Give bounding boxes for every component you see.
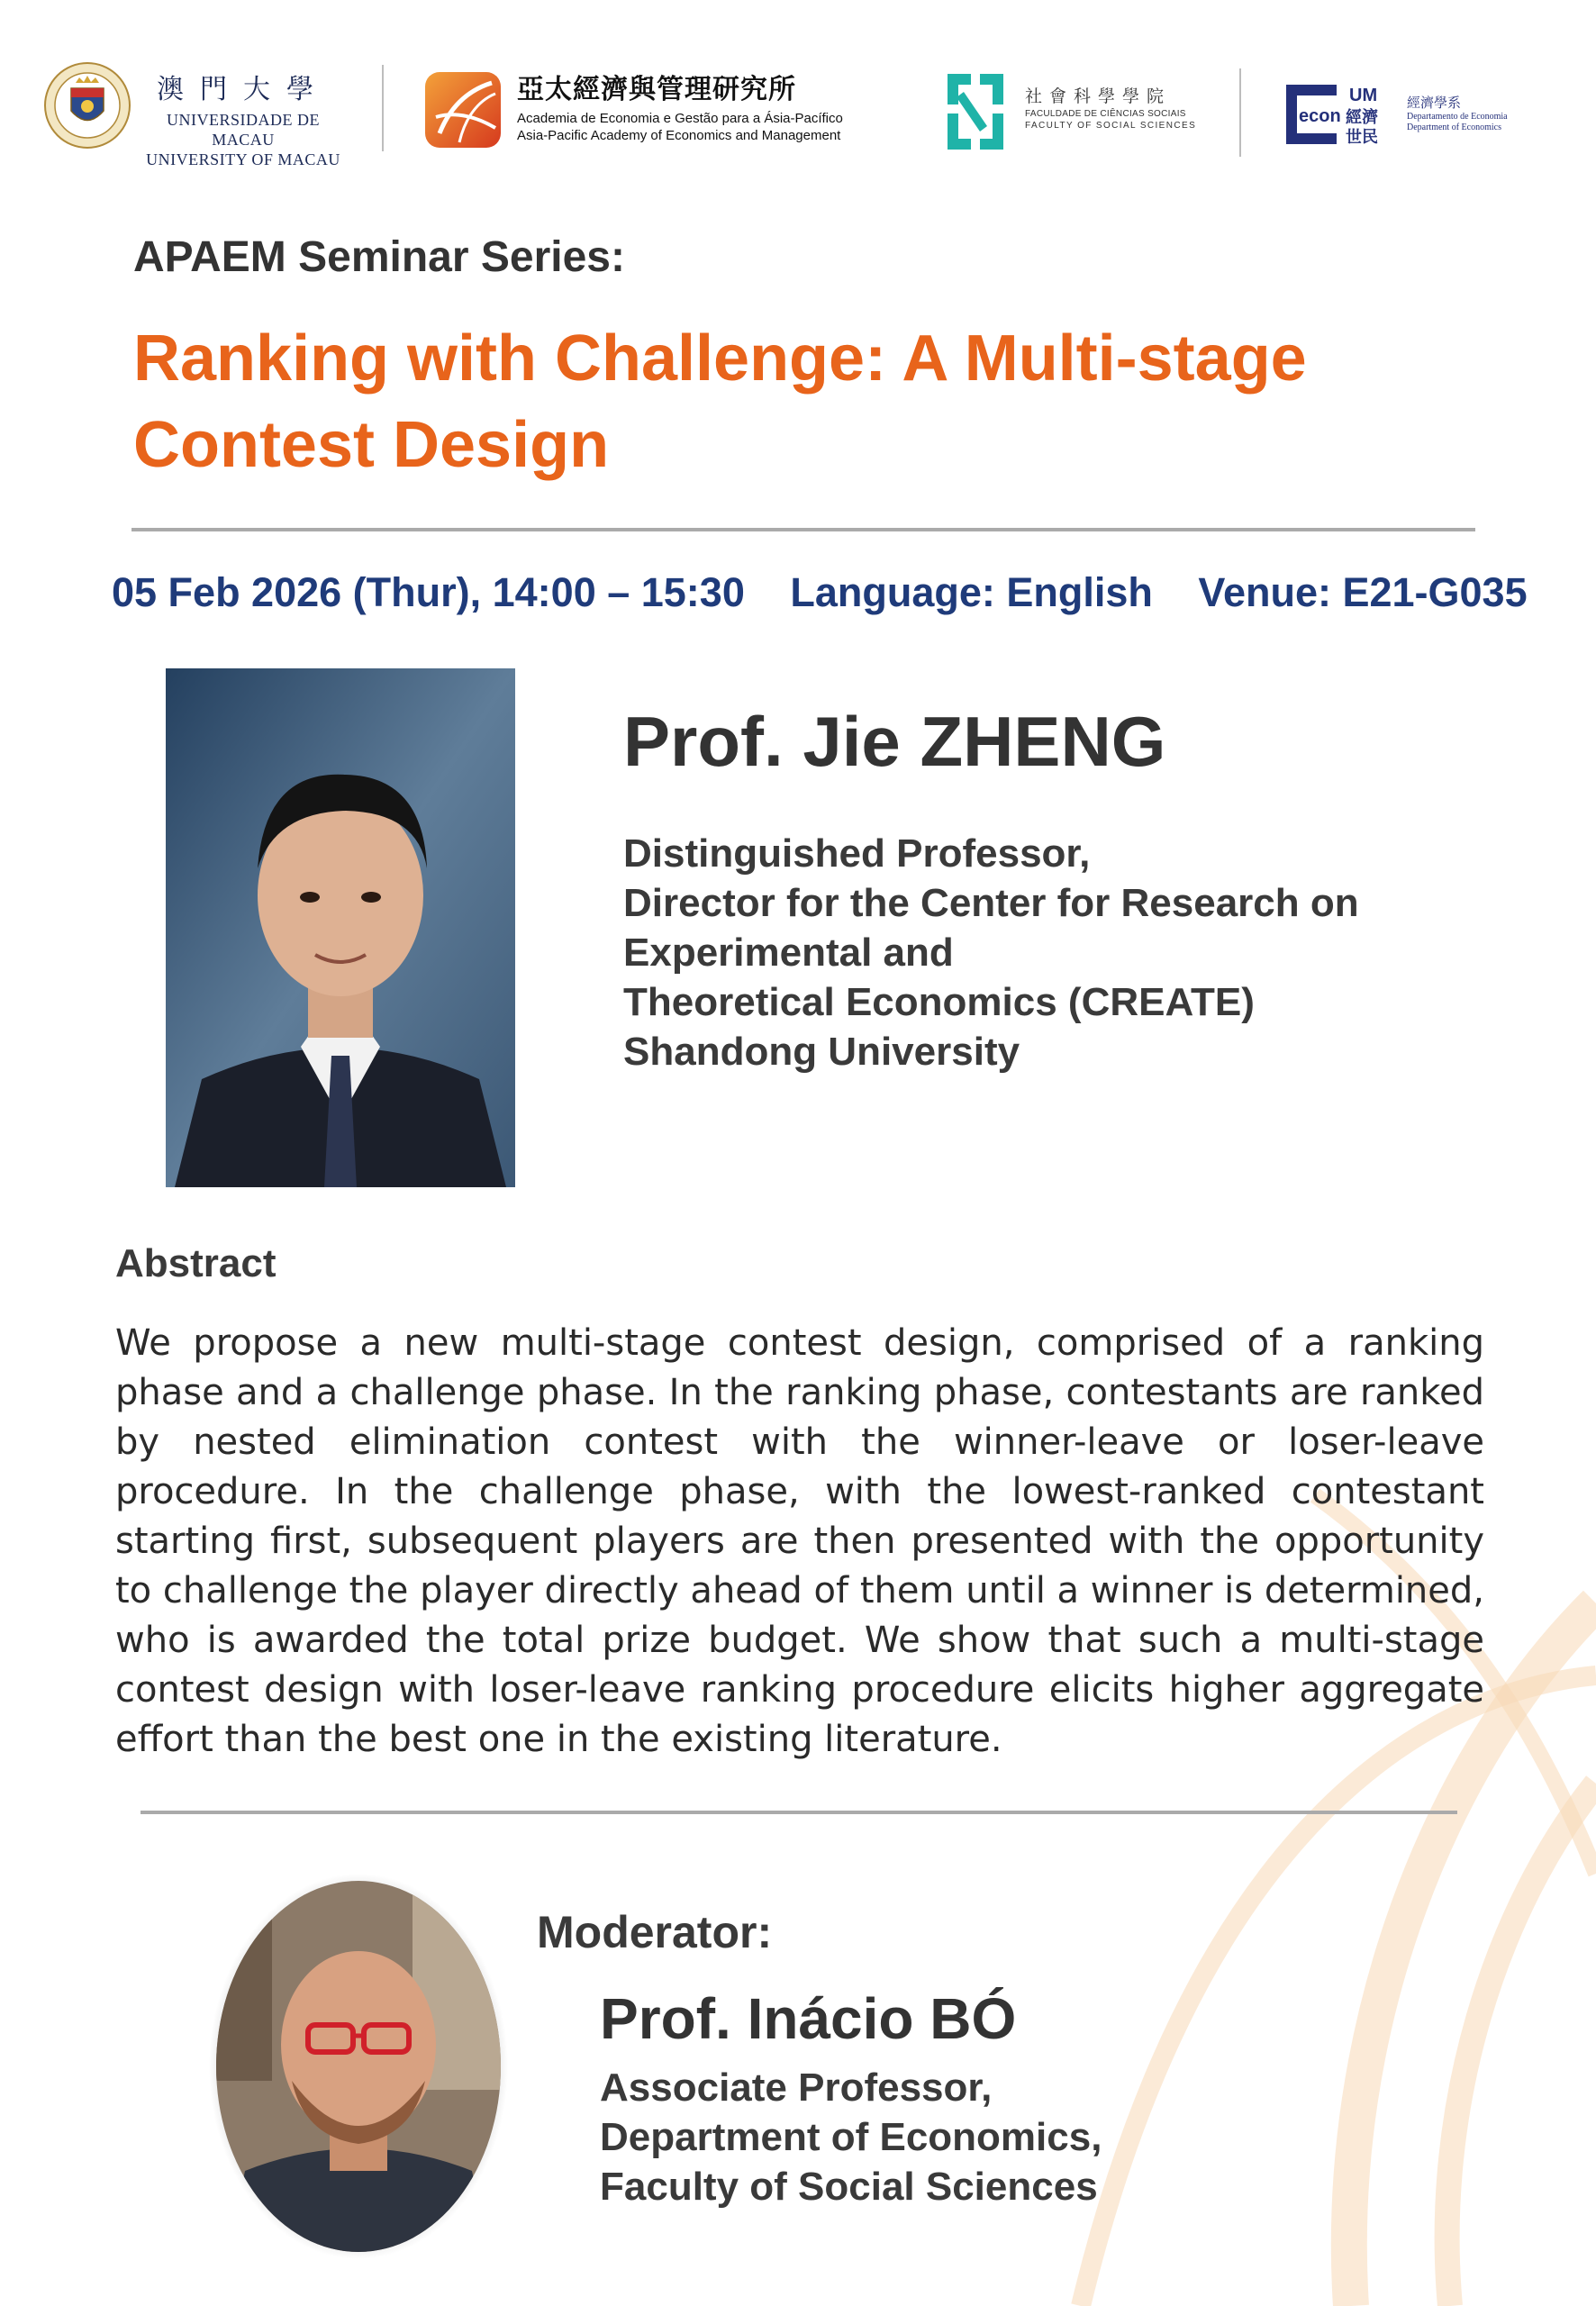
econ-logo-um: UM xyxy=(1349,86,1378,105)
header-divider xyxy=(382,65,384,151)
moderator-affiliation-line: Associate Professor, xyxy=(600,2065,993,2110)
econ-chinese-name: 經濟學系 xyxy=(1407,96,1462,111)
fss-chinese-name: 社會科學學院 xyxy=(1025,87,1172,106)
um-crest-icon xyxy=(43,61,131,150)
section-divider xyxy=(131,528,1475,531)
moderator-label: Moderator: xyxy=(537,1907,773,1957)
apaem-english-name: Asia-Pacific Academy of Economics and Management xyxy=(517,128,841,143)
apaem-logo-icon xyxy=(423,70,503,150)
event-datetime: 05 Feb 2026 (Thur), 14:00 – 15:30 xyxy=(112,569,745,615)
fss-english-name: FACULTY OF SOCIAL SCIENCES xyxy=(1025,121,1197,131)
event-venue: Venue: E21-G035 xyxy=(1198,569,1528,615)
econ-portuguese-name: Departamento de Economia xyxy=(1407,112,1508,122)
econ-name-block xyxy=(1407,95,1542,133)
speaker-affiliation-line: Shandong University xyxy=(623,1030,1020,1074)
apaem-name-block xyxy=(517,74,895,144)
um-name-block xyxy=(135,74,351,169)
econ-logo-cn-top: 經濟 xyxy=(1346,108,1378,127)
speaker-affiliation-line: Distinguished Professor, xyxy=(623,831,1091,876)
speaker-affiliation-line: Theoretical Economics (CREATE) xyxy=(623,980,1255,1024)
event-language: Language: English xyxy=(790,569,1153,615)
speaker-photo xyxy=(166,668,515,1187)
moderator-affiliation-line: Faculty of Social Sciences xyxy=(600,2165,1098,2209)
header-divider xyxy=(1239,68,1241,157)
apaem-portuguese-name: Academia de Economia e Gestão para a Ásia-Pacífico xyxy=(517,111,843,126)
event-info xyxy=(112,569,1553,616)
speaker-affiliation-line: Experimental and xyxy=(623,931,954,975)
moderator-photo xyxy=(209,1874,508,2259)
econ-logo-icon xyxy=(1281,79,1389,150)
speaker-affiliation xyxy=(623,829,1506,1076)
moderator-name: Prof. Inácio BÓ xyxy=(600,1986,1017,2051)
series-label: APAEM Seminar Series: xyxy=(133,233,625,281)
seminar-title-line1: Ranking with Challenge: A Multi-stage xyxy=(133,322,1307,395)
moderator-affiliation xyxy=(600,2063,1410,2211)
abstract-heading: Abstract xyxy=(115,1241,277,1285)
fss-name-block xyxy=(1025,86,1223,132)
fss-logo-icon xyxy=(944,68,1007,155)
um-english-name: UNIVERSITY OF MACAU xyxy=(146,150,340,168)
econ-logo-cn-bottom: 世民 xyxy=(1346,128,1378,147)
seminar-title xyxy=(133,315,1484,488)
section-divider xyxy=(141,1811,1457,1814)
um-portuguese-name: UNIVERSIDADE DE MACAU xyxy=(167,111,320,149)
abstract-body: We propose a new multi-stage contest design, comprised of a ranking phase and a challenge phase. In the ranking phase, contestants are ranked by nested elimination contest with the winner-leave or loser-leave procedure. In the challenge phase, with the lowest-ranked contestant starting first, subsequent players are then presented with the opportunity to challenge the player directly ahead of them until a winner is determined, who is awarded the total prize budget. We show that such a multi-stage contest design with loser-leave ranking procedure elicits higher aggregate effort than the best one in the existing literature. xyxy=(115,1322,1484,1760)
fss-portuguese-name: FACULDADE DE CIÊNCIAS SOCIAIS xyxy=(1025,109,1186,119)
apaem-chinese-name: 亞太經濟與管理研究所 xyxy=(517,75,796,104)
moderator-affiliation-line: Department of Economics, xyxy=(600,2115,1102,2159)
seminar-title-line2: Contest Design xyxy=(133,409,610,481)
econ-english-name: Department of Economics xyxy=(1407,123,1501,132)
um-chinese-name: 澳門大學 xyxy=(157,75,330,104)
speaker-name: Prof. Jie ZHENG xyxy=(623,702,1166,781)
econ-logo-word: econ xyxy=(1299,106,1341,126)
speaker-affiliation-line: Director for the Center for Research on xyxy=(623,881,1359,925)
